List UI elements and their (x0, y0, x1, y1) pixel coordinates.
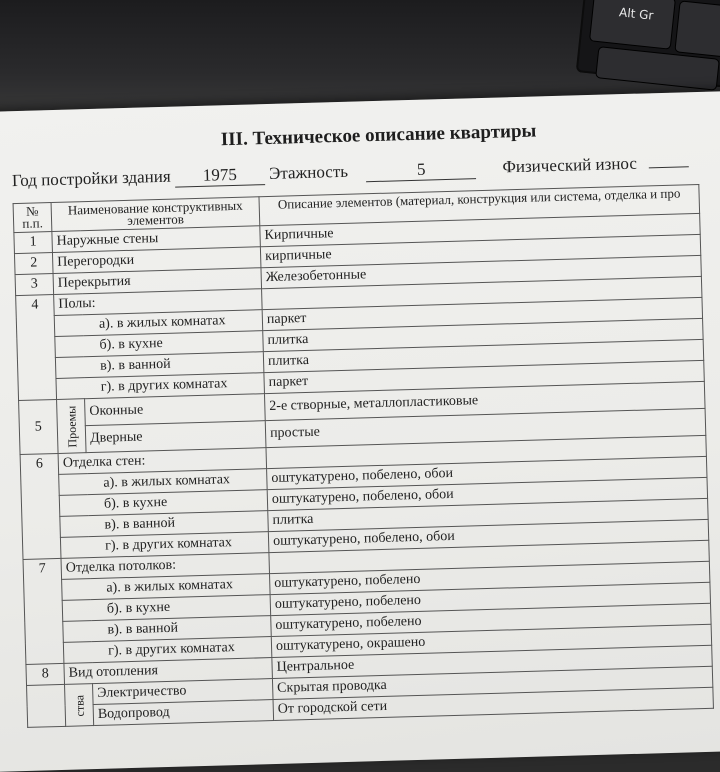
wear-label: Физический износ (502, 153, 638, 177)
header-desc: Описание элементов (материал, конструкция или система, отделка и про (259, 184, 700, 225)
row-name: г). в других комнатах (56, 373, 265, 400)
year-value: 1975 (175, 164, 266, 188)
row-desc: плитка (263, 339, 703, 372)
row-name: б). в кухне (55, 331, 264, 358)
row-name: г). в других комнатах (60, 532, 269, 559)
header-num: № п.п. (13, 203, 52, 233)
floors-value: 5 (366, 158, 477, 182)
row-name: в). в ванной (60, 511, 269, 538)
window-desc: 2-е створные, металлопластиковые (264, 381, 705, 420)
door-desc: простые (265, 408, 706, 447)
utility-desc: От городской сети (273, 687, 713, 720)
wear-value-blank (649, 166, 689, 168)
door-label: Дверные (85, 421, 266, 453)
keyboard-key (674, 0, 720, 57)
row-desc: оштукатурено, побелено (270, 582, 710, 615)
row-name: в). в ванной (55, 352, 264, 379)
row-num: 2 (14, 253, 53, 275)
header-name: Наименование конструктивных элементов (51, 197, 260, 232)
row-name: б). в кухне (62, 595, 271, 622)
row-desc: кирпичные (260, 234, 700, 267)
window-label: Оконные (85, 394, 266, 426)
alt-gr-label: Alt Gr (618, 5, 655, 23)
row-num: 8 (26, 663, 65, 685)
row-name: Наружные стены (52, 226, 261, 253)
row-num: 4 (16, 295, 57, 401)
utility-desc: Скрытая проводка (272, 666, 712, 699)
row-name: Перекрытия (53, 268, 262, 295)
row-desc: Железобетонные (261, 255, 701, 288)
technical-description-table (13, 184, 714, 728)
row-name: Вид отопления (64, 658, 273, 685)
utility-name: Водопровод (93, 700, 274, 726)
row-name: б). в кухне (59, 490, 268, 517)
row-name: а). в жилых комнатах (59, 469, 268, 496)
row-name: а). в жилых комнатах (62, 574, 271, 601)
row-desc: паркет (262, 297, 702, 330)
utility-name: Электричество (93, 679, 274, 705)
row-desc: плитка (268, 498, 708, 531)
row-desc: паркет (264, 360, 704, 393)
row-name: Перегородки (52, 247, 261, 274)
row-desc: оштукатурено, окрашено (271, 624, 711, 657)
document-sheet (0, 90, 720, 772)
row-num: 5 (19, 399, 58, 454)
row-name: в). в ванной (63, 616, 272, 643)
row-name: Отделка потолков: (61, 553, 270, 580)
alt-gr-key (589, 0, 676, 50)
keyboard (576, 0, 720, 88)
row-desc: оштукатурено, побелено, обои (267, 456, 707, 489)
row-num: 6 (20, 453, 61, 559)
row-num (27, 684, 66, 727)
row-num: 7 (23, 558, 64, 664)
openings-group-label: Проемы (57, 399, 86, 454)
row-desc: оштукатурено, побелено (270, 561, 710, 594)
document-title: III. Техническое описание квартиры (220, 120, 537, 151)
row-desc: оштукатурено, побелено, обои (268, 519, 708, 552)
year-label: Год постройки здания (11, 166, 171, 191)
row-desc: оштукатурено, побелено (271, 603, 711, 636)
row-desc: оштукатурено, побелено, обои (267, 477, 707, 510)
row-desc: Центральное (272, 645, 712, 678)
row-name: г). в других комнатах (63, 637, 272, 664)
row-num: 1 (14, 232, 53, 254)
row-desc: плитка (263, 318, 703, 351)
floors-label: Этажность (268, 161, 349, 183)
utilities-group-label: ства (65, 684, 94, 727)
row-name: Отделка стен: (58, 448, 267, 475)
row-name: а). в жилых комнатах (54, 310, 263, 337)
row-desc: Кирпичные (260, 213, 700, 246)
row-name: Полы: (54, 289, 263, 316)
row-num: 3 (15, 274, 54, 296)
